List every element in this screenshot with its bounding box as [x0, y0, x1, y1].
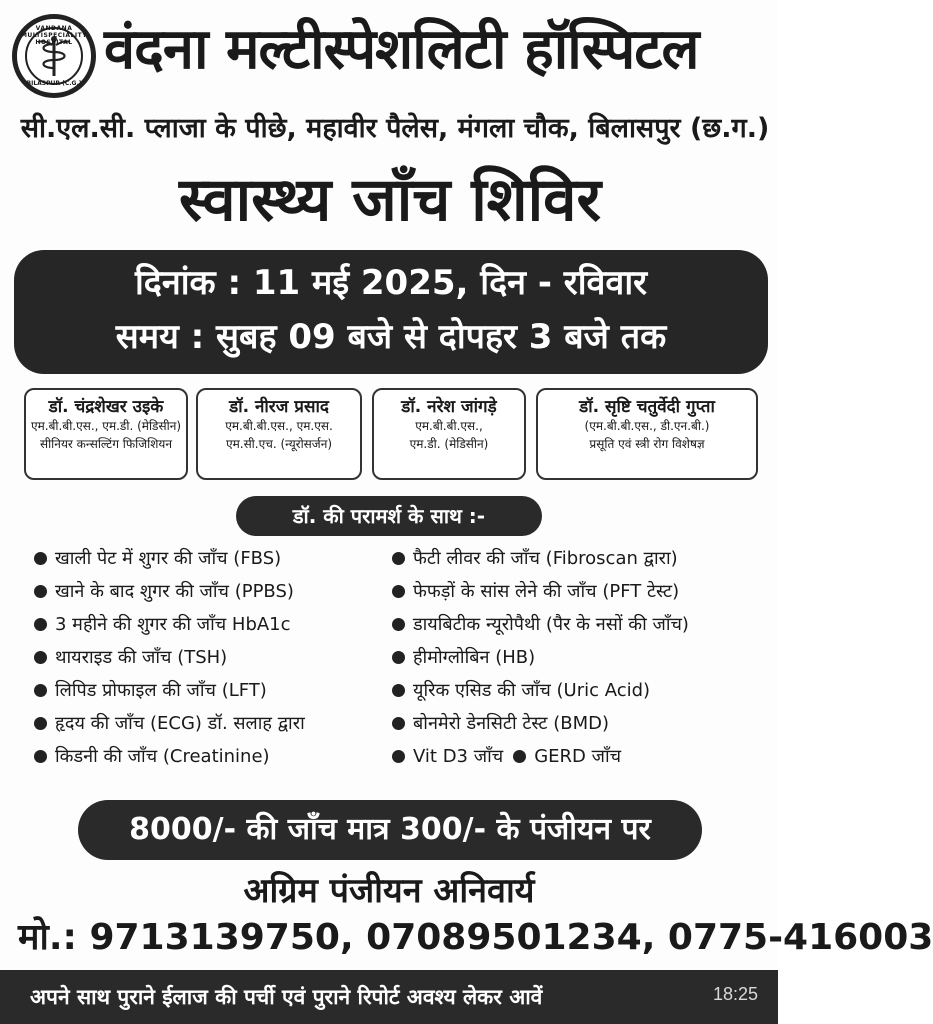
hospital-address: सी.एल.सी. प्लाजा के पीछे, महावीर पैलेस, मंगला चौक, बिलासपुर (छ.ग.) [20, 113, 770, 144]
doctor-qualification: एम.बी.बी.एस., एम.डी. (मेडिसीन) [30, 419, 182, 433]
doctor-name: डॉ. नीरज प्रसाद [229, 397, 329, 417]
bullet-icon [34, 552, 47, 565]
test-label: डायबिटीक न्यूरोपैथी (पैर के नसों की जाँच) [413, 614, 689, 635]
test-item [34, 641, 394, 674]
consultation-label: डॉ. की परामर्श के साथ :- [236, 496, 542, 536]
bullet-icon [34, 750, 47, 763]
tests-list-left [34, 542, 394, 773]
test-item [392, 608, 772, 641]
test-label: लिपिड प्रोफाइल की जाँच (LFT) [55, 680, 267, 701]
date-line: दिनांक : 11 मई 2025, दिन - रविवार [134, 263, 648, 303]
test-item [392, 575, 772, 608]
doctor-qualification: (एम.बी.बी.एस., डी.एन.बी.) [584, 419, 710, 433]
test-item [34, 575, 394, 608]
hospital-name: वंदना मल्टीस्पेशलिटी हॉस्पिटल [104, 17, 699, 82]
doctor-card [536, 388, 758, 480]
test-label: बोनमेरो डेनसिटी टेस्ट (BMD) [413, 713, 609, 734]
test-item [34, 542, 394, 575]
test-item [392, 641, 772, 674]
time-line: समय : सुबह 09 बजे से दोपहर 3 बजे तक [115, 317, 667, 357]
doctor-qualification: एम.बी.बी.एस., एम.एस. [225, 419, 333, 433]
doctor-card [196, 388, 362, 480]
footer-note: अपने साथ पुराने ईलाज की पर्ची एवं पुराने रिपोर्ट अवश्य लेकर आवें [30, 985, 543, 1009]
bullet-icon [34, 618, 47, 631]
bullet-icon [34, 651, 47, 664]
test-label: यूरिक एसिड की जाँच (Uric Acid) [413, 680, 651, 701]
schedule-box [14, 250, 768, 374]
bullet-icon [392, 717, 405, 730]
doctor-card [24, 388, 188, 480]
price-banner: 8000/- की जाँच मात्र 300/- के पंजीयन पर [78, 800, 702, 860]
test-item [392, 542, 772, 575]
bullet-icon [392, 552, 405, 565]
clock-overlay: 18:25 [712, 984, 758, 1004]
test-label: फैटी लीवर की जाँच (Fibroscan द्वारा) [413, 548, 678, 569]
doctor-card [372, 388, 526, 480]
bullet-icon [513, 750, 526, 763]
tests-list-right [392, 542, 772, 773]
test-label: थायराइड की जाँच (TSH) [55, 647, 228, 668]
bullet-icon [34, 717, 47, 730]
test-item [34, 674, 394, 707]
bullet-icon [34, 684, 47, 697]
test-item [34, 608, 394, 641]
test-item [34, 740, 394, 773]
bullet-icon [34, 585, 47, 598]
test-label: GERD जाँच [534, 746, 622, 767]
doctor-designation: प्रसूति एवं स्त्री रोग विशेषज्ञ [589, 437, 705, 451]
test-label: खाने के बाद शुगर की जाँच (PPBS) [55, 581, 294, 602]
hospital-logo [12, 14, 96, 98]
footer-bar [0, 970, 778, 1024]
camp-title: स्वास्थ्य जाँच शिविर [178, 165, 602, 235]
test-item [392, 707, 772, 740]
test-label: Vit D3 जाँच [413, 746, 504, 767]
bullet-icon [392, 585, 405, 598]
bullet-icon [392, 684, 405, 697]
contact-numbers: मो.: 9713139750, 07089501234, 0775-416003 [18, 917, 933, 958]
test-label: खाली पेट में शुगर की जाँच (FBS) [55, 548, 282, 569]
test-item [392, 674, 772, 707]
registration-notice: अग्रिम पंजीयन अनिवार्य [243, 871, 535, 911]
test-label: फेफड़ों के सांस लेने की जाँच (PFT टेस्ट) [413, 581, 680, 602]
doctor-qualification: एम.बी.बी.एस., [415, 419, 483, 433]
doctor-designation: एम.सी.एच. (न्यूरोसर्जन) [225, 437, 333, 451]
logo-ring-top: VANDANA MULTISPECIALITY HOSPITAL [20, 25, 88, 46]
doctor-name: डॉ. नरेश जांगड़े [401, 397, 497, 417]
test-item [34, 707, 394, 740]
logo-ring-bottom: BILASPUR (C.G.) [26, 80, 82, 87]
bullet-icon [392, 618, 405, 631]
bullet-icon [392, 651, 405, 664]
doctor-name: डॉ. सृष्टि चतुर्वेदी गुप्ता [579, 397, 715, 417]
test-label: किडनी की जाँच (Creatinine) [55, 746, 270, 767]
test-label: हृदय की जाँच (ECG) डॉ. सलाह द्वारा [55, 713, 305, 734]
doctor-name: डॉ. चंद्रशेखर उइके [48, 397, 164, 417]
bullet-icon [392, 750, 405, 763]
doctor-designation: सीनियर कन्सल्टिंग फिजिशियन [39, 437, 173, 451]
test-label: 3 महीने की शुगर की जाँच HbA1c [55, 614, 291, 635]
doctor-designation: एम.डी. (मेडिसीन) [409, 437, 489, 451]
test-item [392, 740, 772, 773]
test-label: हीमोग्लोबिन (HB) [413, 647, 536, 668]
